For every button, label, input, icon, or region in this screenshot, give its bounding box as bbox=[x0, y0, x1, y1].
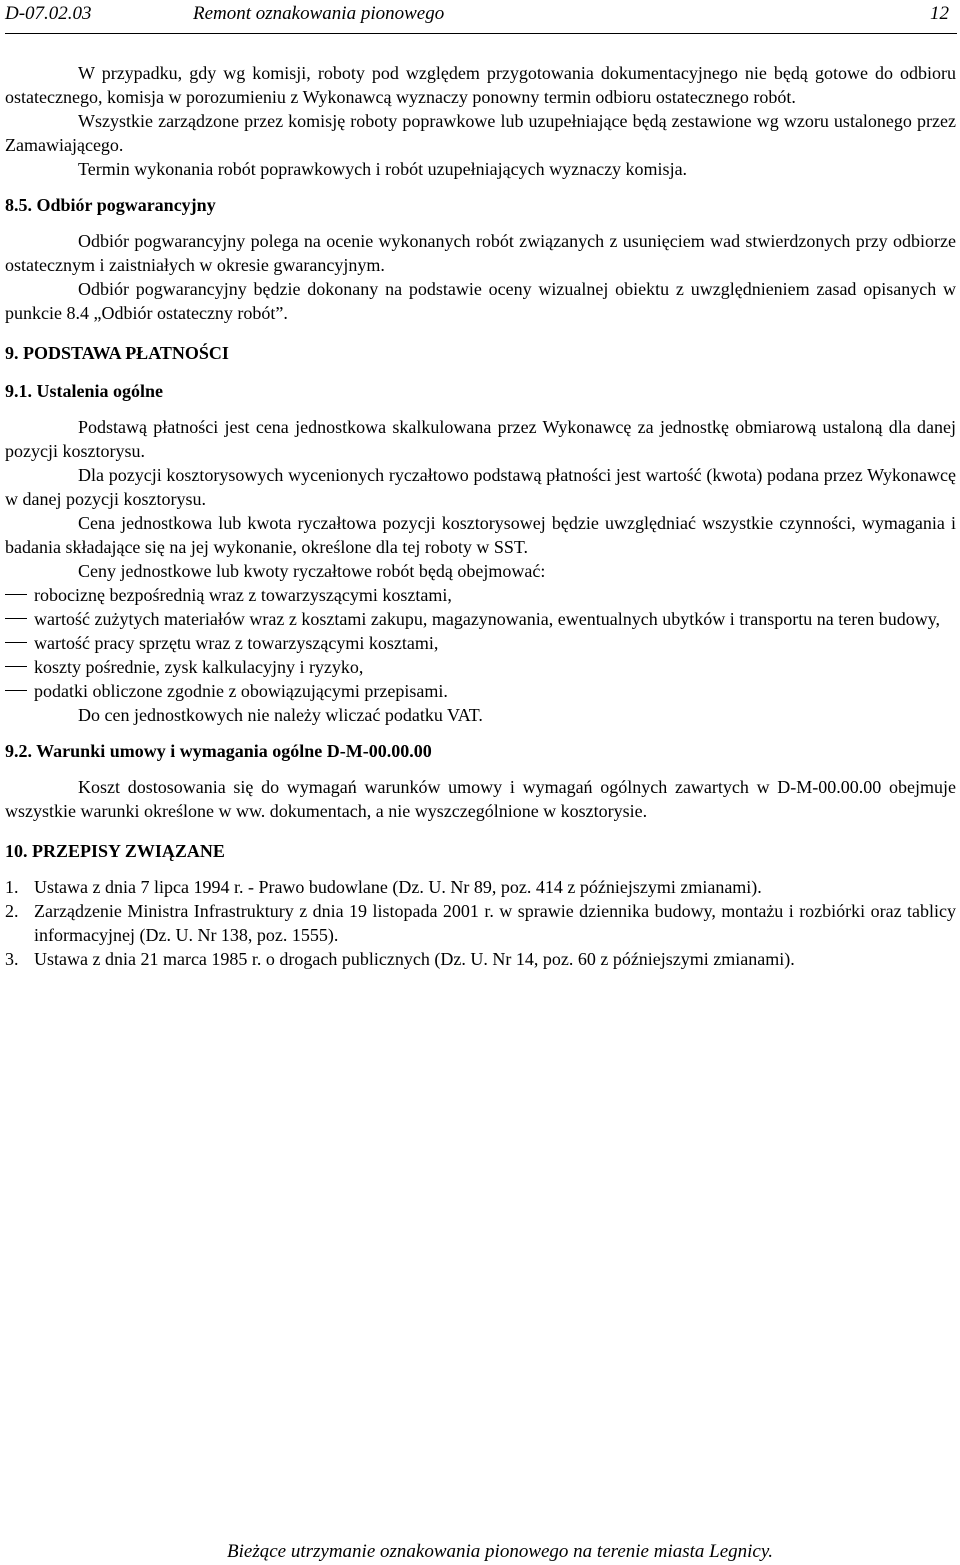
dash-bullet-icon bbox=[5, 618, 27, 619]
page-footer bbox=[0, 1540, 960, 1564]
paragraph: Termin wykonania robót poprawkowych i robót uzupełniających wyznaczy komisja. bbox=[78, 159, 688, 179]
paragraph: Koszt dostosowania się do wymagań warunków umowy i wymagań ogólnych zawartych w D-M-00.00.00 obejmuje wszystkie warunki określone w ww. dokumentach, a nie wyszczególnione w kosztorysie. bbox=[5, 777, 956, 821]
paragraph: Odbiór pogwarancyjny będzie dokonany na podstawie oceny wizualnej obiektu z uwzględnieniem zasad opisanych w punkcie 8.4 „Odbiór ostateczny robót”. bbox=[5, 279, 956, 323]
paragraph: Dla pozycji kosztorysowych wycenionych ryczałtowo podstawą płatności jest wartość (kwota) podana przez Wykonawcę w danej pozycji kosztorysu. bbox=[5, 465, 956, 509]
paragraph: Do cen jednostkowych nie należy wliczać podatku VAT. bbox=[78, 705, 483, 725]
section-heading-8-5: 8.5. Odbiór pogwarancyjny bbox=[5, 195, 216, 215]
section-heading-9-1: 9.1. Ustalenia ogólne bbox=[5, 381, 164, 401]
list-item: 3. Ustawa z dnia 21 marca 1985 r. o drogach publicznych (Dz. U. Nr 14, poz. 60 z późniejszymi zmianami). bbox=[5, 949, 795, 969]
dash-bullet-icon bbox=[5, 666, 27, 667]
paragraph: Cena jednostkowa lub kwota ryczałtowa pozycji kosztorysowej będzie uwzględniać wszystkie czynności, wymagania i badania składające się na jej wykonanie, określone dla tej roboty w SST. bbox=[5, 513, 956, 557]
paragraph: W przypadku, gdy wg komisji, roboty pod względem przygotowania dokumentacyjnego nie będą gotowe do odbioru ostatecznego, komisja w porozumieniu z Wykonawcą wyznaczy ponowny termin odbioru ostatecznego robót. bbox=[5, 63, 956, 107]
document-title: Remont oznakowania pionowego bbox=[193, 3, 445, 24]
dash-bullet-icon bbox=[5, 690, 27, 691]
list-item: podatki obliczone zgodnie z obowiązującymi przepisami. bbox=[5, 679, 956, 703]
page-number: 12 bbox=[930, 3, 949, 24]
header-divider bbox=[5, 33, 957, 34]
section-heading-9-2: 9.2. Warunki umowy i wymagania ogólne D-M-00.00.00 bbox=[5, 741, 432, 761]
page-header bbox=[5, 0, 955, 32]
list-number: 1. bbox=[5, 877, 19, 897]
list-item: koszty pośrednie, zysk kalkulacyjny i ryzyko, bbox=[5, 655, 956, 679]
list-number: 2. bbox=[5, 901, 19, 921]
list-item: wartość pracy sprzętu wraz z towarzyszącymi kosztami, bbox=[5, 631, 956, 655]
document-code: D-07.02.03 bbox=[5, 3, 92, 24]
dash-bullet-icon bbox=[5, 642, 27, 643]
list-item: 2. Zarządzenie Ministra Infrastruktury z dnia 19 listopada 2001 r. w sprawie dziennika budowy, montażu i rozbiórki oraz tablicy informacyjnej (Dz. U. Nr 138, poz. 1555). bbox=[5, 901, 956, 945]
document-body bbox=[5, 61, 956, 971]
dash-bullet-icon bbox=[5, 594, 27, 595]
paragraph: Wszystkie zarządzone przez komisję roboty poprawkowe lub uzupełniające będą zestawione wg wzoru ustalonego przez Zamawiającego. bbox=[5, 111, 956, 155]
list-item: 1. Ustawa z dnia 7 lipca 1994 r. - Prawo budowlane (Dz. U. Nr 89, poz. 414 z późniejszymi zmianami). bbox=[5, 877, 762, 897]
paragraph: Odbiór pogwarancyjny polega na ocenie wykonanych robót związanych z usunięciem wad stwierdzonych przy odbiorze ostatecznym i zaistniałych w okresie gwarancyjnym. bbox=[5, 231, 956, 275]
paragraph: Podstawą płatności jest cena jednostkowa skalkulowana przez Wykonawcę za jednostkę obmiarową ustaloną dla danej pozycji kosztorysu. bbox=[5, 417, 956, 461]
list-number: 3. bbox=[5, 949, 19, 969]
list-item: wartość zużytych materiałów wraz z kosztami zakupu, magazynowania, ewentualnych ubytków i transportu na teren budowy, bbox=[5, 607, 956, 631]
paragraph: Ceny jednostkowe lub kwoty ryczałtowe robót będą obejmować: bbox=[78, 561, 546, 581]
footer-text: Bieżące utrzymanie oznakowania pionowego na terenie miasta Legnicy. bbox=[227, 1541, 773, 1562]
section-heading-9: 9. PODSTAWA PŁATNOŚCI bbox=[5, 343, 229, 363]
list-item: robociznę bezpośrednią wraz z towarzyszącymi kosztami, bbox=[5, 583, 956, 607]
section-heading-10: 10. PRZEPISY ZWIĄZANE bbox=[5, 841, 225, 861]
